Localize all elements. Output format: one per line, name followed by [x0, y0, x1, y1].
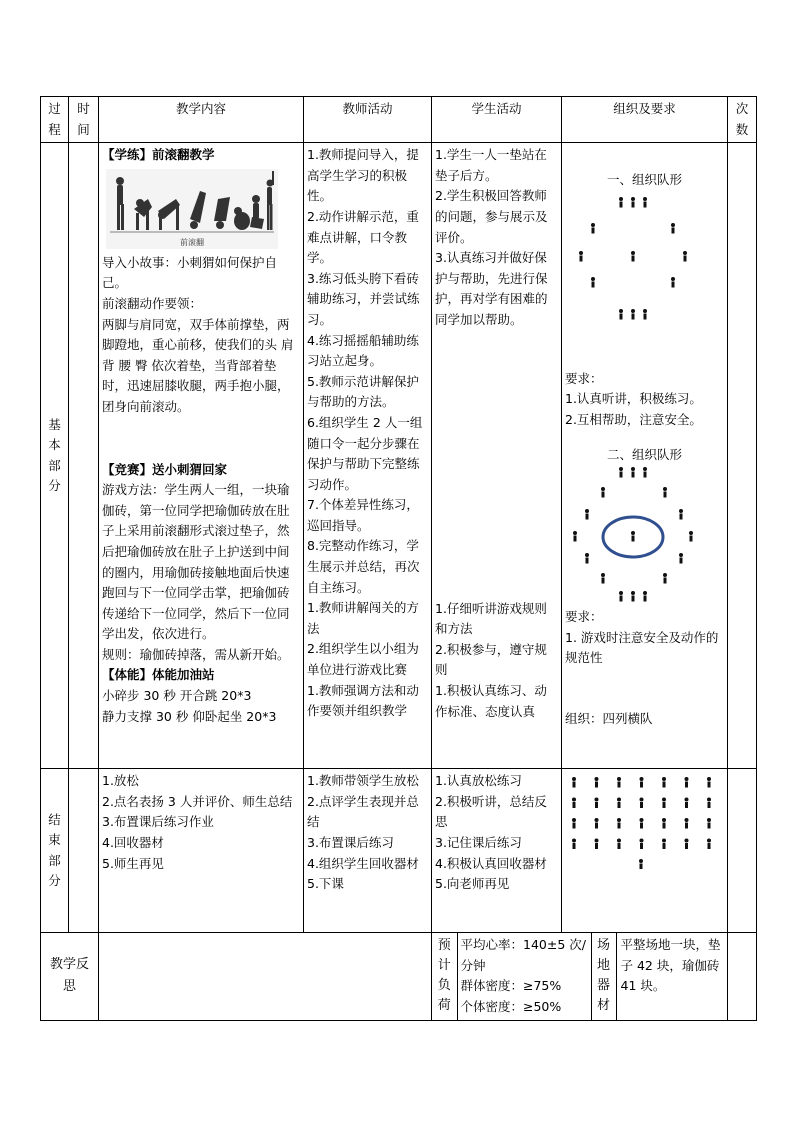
- person-icon: [617, 777, 621, 788]
- teacher-item: 6.组织学生 2 人一组随口令一起分步骤在保护与帮助下完整练习动作。: [307, 414, 423, 492]
- end-content-item: 3.布置课后练习作业: [102, 814, 214, 830]
- end-teacher-cell: [304, 769, 432, 933]
- person-icon: [643, 197, 647, 208]
- person-icon: [617, 818, 621, 829]
- person-icon: [707, 798, 711, 809]
- reflection-label: 教学反思: [41, 933, 99, 1020]
- person-icon: [663, 487, 667, 498]
- formation-2-diagram: [570, 465, 720, 607]
- footer-inner-table: [432, 933, 727, 1019]
- person-icon: [685, 798, 689, 809]
- person-icon: [639, 859, 643, 869]
- person-icon: [631, 591, 635, 602]
- game-rule-text: 规则：瑜伽砖掉落，需从新开始。: [102, 646, 290, 662]
- basic-part-row: [41, 143, 757, 769]
- person-icon: [572, 777, 576, 788]
- end-student-item: 3.记住课后练习: [435, 834, 522, 850]
- person-icon: [579, 251, 583, 262]
- header-row: [41, 97, 757, 143]
- student-item: 3.认真练习并做好保护与帮助，先进行保护，再对学有困难的同学加以帮助。: [435, 250, 548, 327]
- person-icon: [640, 839, 644, 850]
- end-student-cell: [432, 769, 562, 933]
- person-icon: [619, 591, 623, 602]
- header-org: 组织及要求: [562, 97, 728, 143]
- end-student-item: 4.积极认真回收器材: [435, 855, 547, 871]
- end-student-item: 2.积极听讲，总结反思: [435, 793, 547, 830]
- teacher-item: 8.完整动作练习，学生展示并总结，再次自主练习。: [307, 538, 420, 595]
- organization-3: 组织：四列横队: [565, 710, 653, 726]
- person-icon: [662, 777, 666, 788]
- footer-inner-cell: [432, 933, 728, 1020]
- person-icon: [617, 798, 621, 809]
- student-item: 1.积极认真练习、动作标准、态度认真: [435, 682, 547, 719]
- person-icon: [643, 591, 647, 602]
- teacher-item: 1.教师提问导入，提高学生学习的积极性。: [307, 147, 419, 204]
- person-icon: [685, 839, 689, 850]
- person-icon: [631, 531, 635, 542]
- end-content-item: 1.放松: [102, 773, 139, 789]
- game-title: 【竞赛】送小刺猬回家: [102, 461, 228, 477]
- person-icon: [619, 309, 623, 320]
- end-student-item: 1.认真放松练习: [435, 773, 522, 789]
- formation-1-diagram: [570, 191, 720, 341]
- end-org-cell: [562, 769, 728, 933]
- end-content-item: 5.师生再见: [102, 855, 164, 871]
- end-student-item: 5.向老师再见: [435, 876, 510, 892]
- end-teacher-item: 2.点评学生表现并总结: [307, 793, 419, 830]
- person-icon: [631, 467, 635, 478]
- end-part-row: [41, 769, 757, 933]
- basic-student-cell: [432, 143, 562, 769]
- forward-roll-illustration: [106, 169, 278, 249]
- end-teacher-item: 1.教师带领学生放松: [307, 773, 419, 789]
- person-icon: [601, 487, 605, 498]
- person-icon: [631, 309, 635, 320]
- footer-row: [41, 933, 757, 1020]
- person-icon: [619, 467, 623, 478]
- person-icon: [671, 223, 675, 234]
- requirement-1-item: 2.互相帮助，注意安全。: [565, 411, 702, 427]
- student-item: 2.积极参与，遵守规则: [435, 641, 547, 678]
- illustration-caption: 前滚翻: [180, 237, 204, 247]
- person-icon: [595, 798, 599, 809]
- person-icon: [663, 573, 667, 584]
- end-content-item: 2.点名表扬 3 人并评价、师生总结: [102, 793, 293, 809]
- student-item: 2.学生积极回答教师的问题，参与展示及评价。: [435, 188, 548, 245]
- person-icon: [683, 251, 687, 262]
- person-icon: [631, 197, 635, 208]
- person-icon: [679, 509, 683, 520]
- person-icon: [640, 798, 644, 809]
- person-icon: [573, 531, 577, 542]
- game-method-text: 游戏方法：学生两人一组，一块瑜伽砖，第一位同学把瑜伽砖放在肚子上采用前滚翻形式滚过垫子，然后把瑜伽砖放在肚子上护送到中间的圈内，用瑜伽砖接触地面后快速跑回与下一位同学击掌，把瑜伽砖传递给下一位同学，然后下一位同学出发，依次进行。: [102, 482, 290, 642]
- footer-count-cell: [728, 933, 757, 1020]
- venue-label: 场地器材: [591, 933, 616, 1019]
- formation-3-diagram: [565, 773, 723, 869]
- person-icon: [617, 839, 621, 850]
- person-icon: [619, 197, 623, 208]
- person-icon: [585, 553, 589, 564]
- lesson-plan-table: [40, 96, 757, 1021]
- person-icon: [640, 818, 644, 829]
- person-icon: [707, 839, 711, 850]
- basic-content-cell: [99, 143, 304, 769]
- teacher-item: 2.组织学生以小组为单位进行游戏比赛: [307, 641, 419, 678]
- person-icon: [643, 467, 647, 478]
- basic-teacher-cell: [304, 143, 432, 769]
- lesson-plan-page: [40, 96, 756, 1021]
- person-icon: [585, 509, 589, 520]
- teacher-item: 4.练习摇摇船辅助练习站立起身。: [307, 332, 419, 369]
- person-icon: [595, 777, 599, 788]
- end-part-label: 结束部分: [41, 769, 69, 933]
- person-icon: [707, 818, 711, 829]
- end-content-item: 4.回收器材: [102, 834, 164, 850]
- teacher-item: 2.动作讲解示范，重难点讲解，口令教学。: [307, 208, 419, 266]
- person-icon: [662, 798, 666, 809]
- person-icon: [631, 251, 635, 262]
- person-icon: [679, 553, 683, 564]
- person-icon: [707, 777, 711, 788]
- person-icon: [591, 277, 595, 288]
- teacher-item: 1.教师讲解闯关的方法: [307, 600, 419, 636]
- reflection-content: [99, 933, 432, 1020]
- teacher-item: 1.教师强调方法和动作要领并组织教学: [307, 682, 419, 719]
- header-teacher: 教师活动: [304, 97, 432, 143]
- basic-time-cell: [69, 143, 99, 769]
- person-icon: [685, 818, 689, 829]
- key-points-title: 前滚翻动作要领：: [102, 295, 203, 311]
- basic-org-cell: [562, 143, 728, 769]
- end-teacher-item: 3.布置课后练习: [307, 834, 394, 850]
- person-icon: [601, 573, 605, 584]
- person-icon: [572, 818, 576, 829]
- header-process: 过程: [41, 97, 69, 143]
- basic-count-cell: [728, 143, 757, 769]
- teacher-item: 5.教师示范讲解保护与帮助的方法。: [307, 373, 419, 410]
- person-icon: [689, 531, 693, 542]
- load-cell: [457, 933, 591, 1019]
- header-student: 学生活动: [432, 97, 562, 143]
- header-content: 教学内容: [99, 97, 304, 143]
- person-icon: [640, 777, 644, 788]
- end-teacher-item: 5.下课: [307, 876, 344, 892]
- person-icon: [662, 839, 666, 850]
- end-time-cell: [69, 769, 99, 933]
- fitness-line-2: 静力支撑 30 秒 仰卧起坐 20*3: [102, 708, 277, 724]
- key-points-text: 两脚与肩同宽，双手体前撑垫，两脚蹬地，重心前移，使我们的头 肩 背 腰 臀 依次着垫，当背部着垫时，迅速屈膝收腿，两手抱小腿，团身向前滚动。: [102, 316, 294, 414]
- person-icon: [572, 839, 576, 850]
- basic-part-label: 基本部分: [41, 143, 69, 769]
- learn-title: 【学练】前滚翻教学: [102, 147, 215, 163]
- person-icon: [685, 777, 689, 788]
- student-item: 1.仔细听讲游戏规则和方法: [435, 600, 547, 637]
- story-text: 导入小故事：小刺猬如何保护自己。: [102, 254, 278, 291]
- end-teacher-item: 4.组织学生回收器材: [307, 855, 419, 871]
- header-count: 次数: [728, 97, 757, 143]
- person-icon: [595, 839, 599, 850]
- person-icon: [662, 818, 666, 829]
- person-icon: [591, 223, 595, 234]
- end-content-cell: [99, 769, 304, 933]
- teacher-item: 3.练习低头胯下看砖辅助练习，并尝试练习。: [307, 270, 420, 327]
- venue-text: 平整场地一块，垫子 42 块，瑜伽砖 41 块。: [620, 937, 721, 994]
- header-time: 时间: [69, 97, 99, 143]
- end-count-cell: [728, 769, 757, 933]
- teacher-item: 7.个体差异性练习，巡回指导。: [307, 497, 419, 533]
- formation-2-title: 二、组织队形: [606, 446, 682, 462]
- person-icon: [671, 277, 675, 288]
- formation-1-title: 一、组织队形: [606, 172, 682, 188]
- requirement-1-title: 要求：: [565, 370, 603, 386]
- person-icon: [572, 798, 576, 809]
- person-icon: [595, 818, 599, 829]
- load-line: 群体密度：≥75%: [460, 978, 562, 994]
- fitness-line-1: 小碎步 30 秒 开合跳 20*3: [102, 688, 252, 704]
- requirement-1-item: 1.认真听讲，积极练习。: [565, 391, 702, 407]
- person-icon: [643, 309, 647, 320]
- load-line: 个体密度：≥50%: [460, 998, 562, 1014]
- fitness-title: 【体能】体能加油站: [102, 667, 215, 683]
- load-label: 预计负荷: [432, 933, 457, 1019]
- requirement-2-item: 1. 游戏时注意安全及动作的规范性: [565, 629, 719, 666]
- student-item: 1.学生一人一垫站在垫子后方。: [435, 147, 547, 183]
- load-line: 平均心率：140±5 次/分钟: [460, 937, 586, 973]
- requirement-2-title: 要求：: [565, 609, 603, 625]
